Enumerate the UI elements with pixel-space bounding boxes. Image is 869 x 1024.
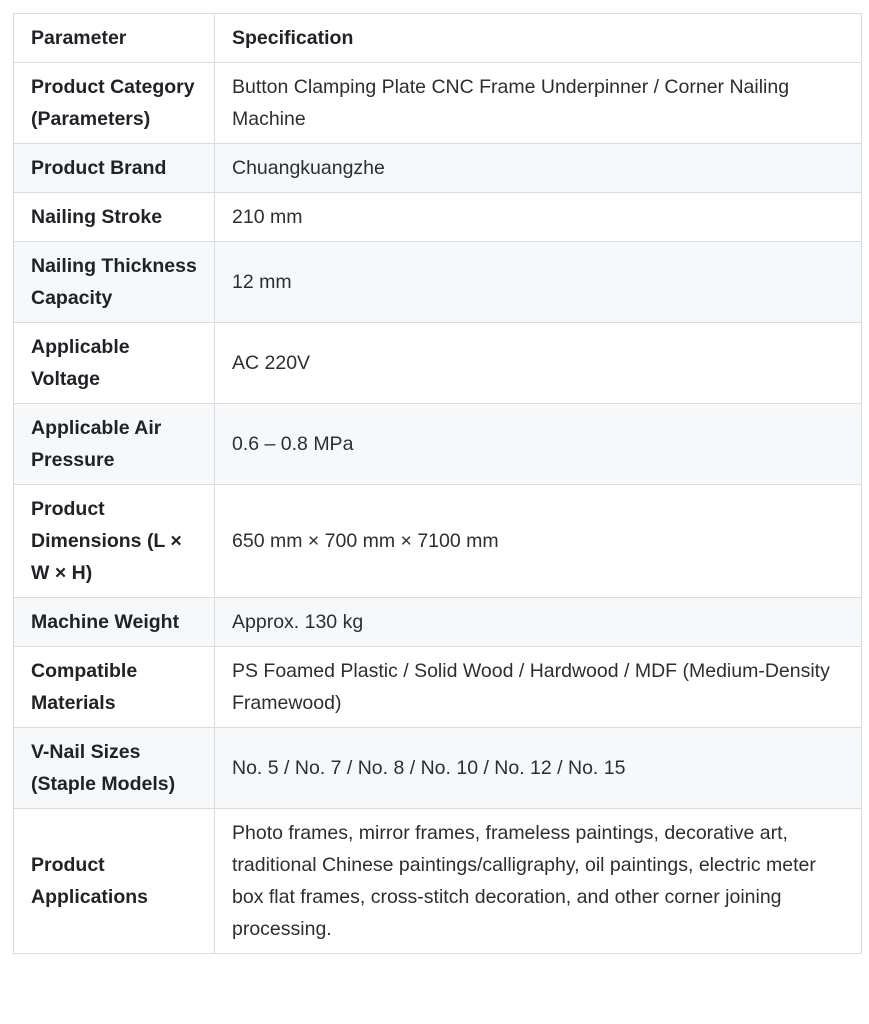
table-row	[14, 598, 862, 647]
row-value: No. 5 / No. 7 / No. 8 / No. 10 / No. 12 / No. 15	[215, 728, 862, 809]
row-parameter: Nailing Thickness Capacity	[14, 242, 215, 323]
table-row	[14, 323, 862, 404]
row-value: Button Clamping Plate CNC Frame Underpinner / Corner Nailing Machine	[215, 63, 862, 144]
header-parameter: Parameter	[14, 14, 215, 63]
row-parameter: Product Category (Parameters)	[14, 63, 215, 144]
row-parameter: Applicable Air Pressure	[14, 404, 215, 485]
table-row	[14, 647, 862, 728]
table-header-row	[14, 14, 862, 63]
table-row	[14, 144, 862, 193]
row-value: Chuangkuangzhe	[215, 144, 862, 193]
spec-table-container	[13, 13, 861, 954]
row-value: Approx. 130 kg	[215, 598, 862, 647]
row-parameter: Compatible Materials	[14, 647, 215, 728]
row-value: 650 mm × 700 mm × 7100 mm	[215, 485, 862, 598]
row-value: AC 220V	[215, 323, 862, 404]
table-row	[14, 193, 862, 242]
table-row	[14, 485, 862, 598]
row-value: 12 mm	[215, 242, 862, 323]
row-value: 0.6 – 0.8 MPa	[215, 404, 862, 485]
table-row	[14, 63, 862, 144]
row-value: Photo frames, mirror frames, frameless paintings, decorative art, traditional Chinese paintings/calligraphy, oil paintings, electric meter box flat frames, cross-stitch decoration, and other corner joining processing.	[215, 809, 862, 954]
row-parameter: Product Applications	[14, 809, 215, 954]
row-parameter: V-Nail Sizes (Staple Models)	[14, 728, 215, 809]
row-parameter: Nailing Stroke	[14, 193, 215, 242]
row-value: PS Foamed Plastic / Solid Wood / Hardwood / MDF (Medium-Density Framewood)	[215, 647, 862, 728]
spec-table	[13, 13, 862, 954]
header-specification: Specification	[215, 14, 862, 63]
table-row	[14, 242, 862, 323]
row-parameter: Product Dimensions (L × W × H)	[14, 485, 215, 598]
row-value: 210 mm	[215, 193, 862, 242]
table-row	[14, 404, 862, 485]
row-parameter: Machine Weight	[14, 598, 215, 647]
table-row	[14, 728, 862, 809]
row-parameter: Product Brand	[14, 144, 215, 193]
row-parameter: Applicable Voltage	[14, 323, 215, 404]
table-row	[14, 809, 862, 954]
